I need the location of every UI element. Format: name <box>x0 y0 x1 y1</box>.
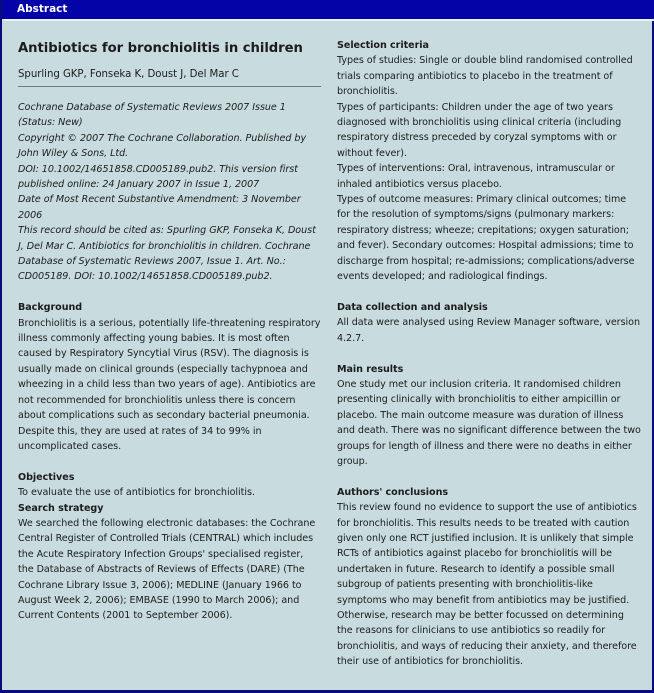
citation-metadata <box>18 100 321 285</box>
header-divider <box>4 19 654 21</box>
criteria-participants: Types of participants: Children under the age of two years diagnosed with bronchiolitis using clinical criteria (including respiratory distress preceded by coryzal symptoms with or without fever). <box>337 101 622 159</box>
criteria-studies: Types of studies: Single or double blind randomised controlled trials comparing antibiotics to placebo in the treatment of bronchiolitis. <box>337 55 633 98</box>
section-heading: Authors' conclusions <box>337 486 449 498</box>
section-main-results <box>337 362 642 470</box>
section-body: Bronchiolitis is a serious, potentially life-threatening respiratory illness commonly affecting young babies. It is most often caused by Respiratory Syncytial Virus (RSV). The diagnosis is usually made on clinical grounds (especially tachypnoea and wheezing in a child less than two years of age). Antibiotics are not recommended for bronchiolitis unless there is concern about complications such as secondary bacterial pneumonia. Despite this, they are used at rates of 34 to 99% in uncomplicated cases. <box>18 317 321 452</box>
section-selection-criteria <box>337 38 642 285</box>
section-background <box>18 300 321 454</box>
article-title: Antibiotics for bronchiolitis in children <box>18 41 303 56</box>
meta-doi: DOI: 10.1002/14651858.CD005189.pub2. This version first published online: 24 January 2007 in Issue 1, 2007 <box>18 163 298 191</box>
section-authors-conclusions <box>337 485 642 670</box>
meta-amendment-date: Date of Most Recent Substantive Amendment: 3 November 2006 <box>18 194 301 221</box>
meta-citation: This record should be cited as: Spurling GKP, Fonseka K, Doust J, Del Mar C. Antibiotics for bronchiolitis in children. Cochrane Database of Systematic Reviews 2007, Issue 1. Art. No.: CD005189. DOI: 10.1002/14651858.CD005189.pub2. <box>18 225 316 283</box>
section-heading: Main results <box>337 363 404 375</box>
section-body: To evaluate the use of antibiotics for bronchiolitis. <box>18 487 255 499</box>
section-body: One study met our inclusion criteria. It randomised children presenting clinically with bronchiolitis to either ampicillin or placebo. The main outcome measure was duration of illness and death. There was no significant difference between the two groups for length of illness and there were no deaths in either group. <box>337 378 641 467</box>
meta-source: Cochrane Database of Systematic Reviews 2007 Issue 1 (Status: New) <box>18 102 286 129</box>
right-column <box>337 38 642 670</box>
section-heading: Search strategy <box>18 502 104 514</box>
section-body: This review found no evidence to support the use of antibiotics for bronchiolitis. This results needs to be treated with caution given only one RCT justified inclusion. It is unlikely that simple RCTs of antibiotics against placebo for bronchiolitis will be undertaken in future. Research to identify a possible small subgroup of patients presenting with bronchiolitis-like symptoms who may benefit from antibiotics may be justified. Otherwise, research may be better focussed on determining the reasons for clinicians to use antibiotics so readily for bronchiolitis, and ways of reducing their anxiety, and therefore their use of antibiotics for bronchiolitis. <box>337 502 637 668</box>
section-heading: Background <box>18 302 83 314</box>
criteria-outcomes: Types of outcome measures: Primary clinical outcomes; time for the resolution of symptoms/signs (pulmonary markers: respiratory distress; wheeze; crepitations; oxygen saturation; and fever). Secondary outcomes: Hospital admissions; time to discharge from hospital; re-admissions; complications/adverse events developed; and radiological findings. <box>337 194 635 283</box>
section-objectives <box>18 470 321 501</box>
section-search-strategy <box>18 501 321 624</box>
section-body: All data were analysed using Review Manager software, version 4.2.7. <box>337 317 640 344</box>
abstract-header: Abstract <box>2 0 654 19</box>
article-authors: Spurling GKP, Fonseka K, Doust J, Del Mar C <box>18 67 321 87</box>
section-heading: Objectives <box>18 471 75 483</box>
section-heading: Data collection and analysis <box>337 301 488 313</box>
left-column <box>18 38 321 624</box>
section-data-collection <box>337 300 642 346</box>
section-heading: Selection criteria <box>337 40 429 51</box>
section-body: We searched the following electronic databases: the Cochrane Central Register of Controlled Trials (CENTRAL) which includes the Acute Respiratory Infection Groups' specialised register, the Database of Abstracts of Reviews of Effects (DARE) (The Cochrane Library Issue 3, 2006); MEDLINE (January 1966 to August Week 2, 2006); EMBASE (1990 to March 2006); and Current Contents (2001 to September 2006). <box>18 517 316 622</box>
meta-copyright: Copyright © 2007 The Cochrane Collaboration. Published by John Wiley & Sons, Ltd. <box>18 132 307 160</box>
criteria-interventions: Types of interventions: Oral, intravenous, intramuscular or inhaled antibiotics versus placebo. <box>337 163 615 190</box>
